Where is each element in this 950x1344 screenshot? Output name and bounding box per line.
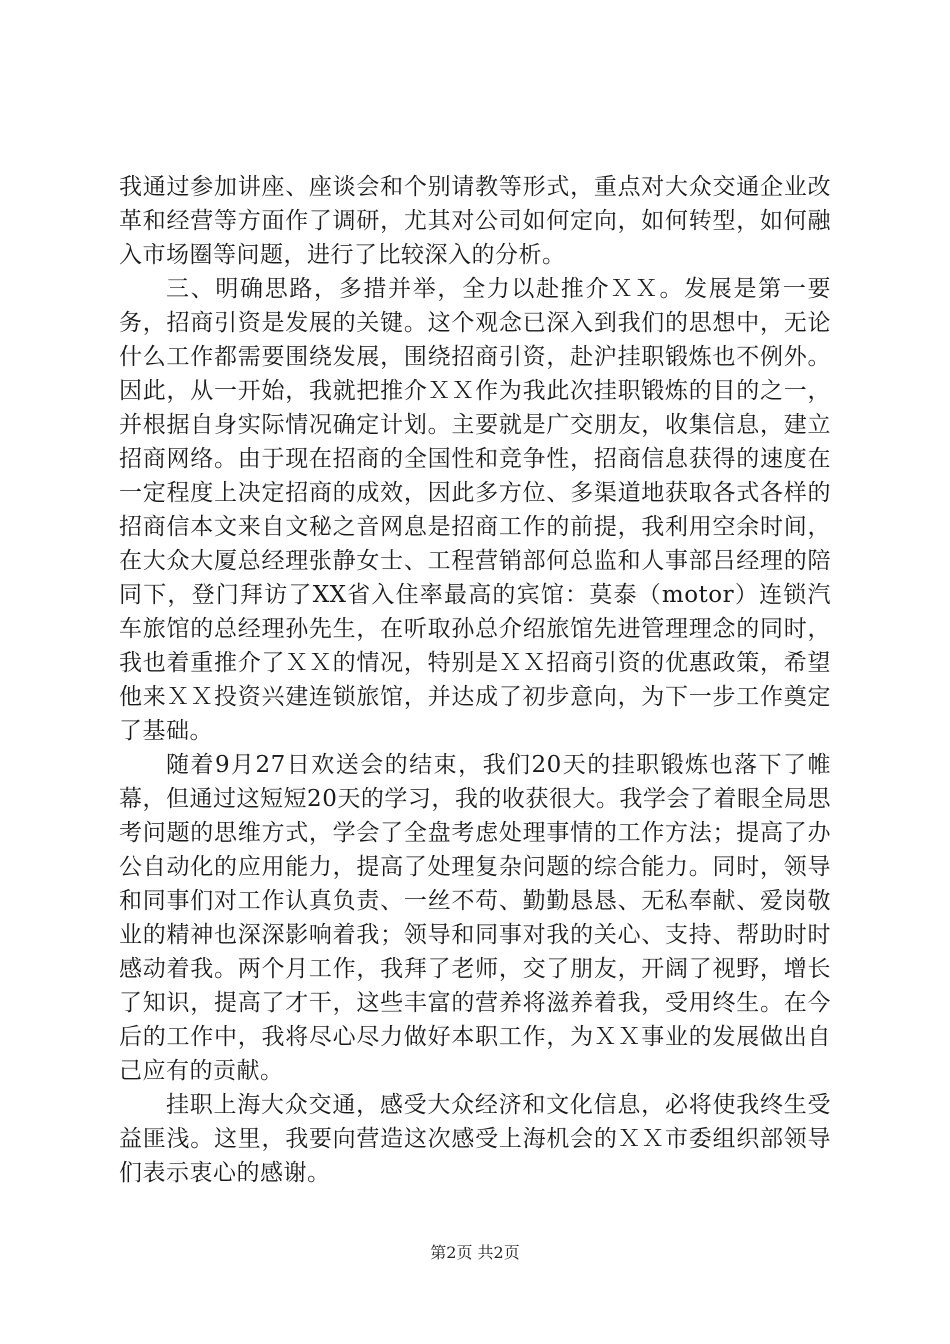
paragraph-continuation: 我通过参加讲座、座谈会和个别请教等形式，重点对大众交通企业改革和经营等方面作了调研，尤其对公司如何定向，如何转型，如何融入市场圈等问题，进行了比较深入的分析。 [119, 174, 831, 268]
paragraph-investment-promotion: 三、明确思路，多措并举，全力以赴推介ＸＸ。发展是第一要务，招商引资是发展的关键。这个观念已深入到我们的思想中，无论什么工作都需要围绕发展，围绕招商引资，赴沪挂职锻炼也不例外。因此，从一开始，我就把推介ＸＸ作为我此次挂职锻炼的目的之一，并根据自身实际情况确定计划。主要就是广交朋友，收集信息，建立招商网络。由于现在招商的全国性和竞争性，招商信息获得的速度在一定程度上决定招商的成效，因此多方位、多渠道地获取各式各样的招商信本文来自文秘之音网息是招商工作的前提，我利用空余时间，在大众大厦总经理张静女士、工程营销部何总监和人事部吕经理的陪同下，登门拜访了XX省入住率最高的宾馆：莫泰（motor）连锁汽车旅馆的总经理孙先生，在听取孙总介绍旅馆先进管理理念的同时，我也着重推介了ＸＸ的情况，特别是ＸＸ招商引资的优惠政策，希望他来ＸＸ投资兴建连锁旅馆，并达成了初步意向，为下一步工作奠定了基础。 [119, 276, 831, 744]
paragraph-summary: 随着9月27日欢送会的结束，我们20天的挂职锻炼也落下了帷幕，但通过这短短20天的学习，我的收获很大。我学会了着眼全局思考问题的思维方式，学会了全盘考虑处理事情的工作方法；提高了办公自动化的应用能力，提高了处理复杂问题的综合能力。同时，领导和同事们对工作认真负责、一丝不苟、勤勤恳恳、无私奉献、爱岗敬业的精神也深深影响着我；领导和同事对我的关心、支持、帮助时时感动着我。两个月工作，我拜了老师，交了朋友，开阔了视野，增长了知识，提高了才干，这些丰富的营养将滋养着我，受用终生。在今后的工作中，我将尽心尽力做好本职工作，为ＸＸ事业的发展做出自己应有的贡献。 [119, 752, 831, 1084]
document-body [119, 170, 831, 1190]
page-footer: 第2页 共2页 [430, 1243, 520, 1262]
paragraph-thanks: 挂职上海大众交通，感受大众经济和文化信息，必将使我终生受益匪浅。这里，我要向营造这次感受上海机会的ＸＸ市委组织部领导们表示衷心的感谢。 [119, 1092, 832, 1186]
